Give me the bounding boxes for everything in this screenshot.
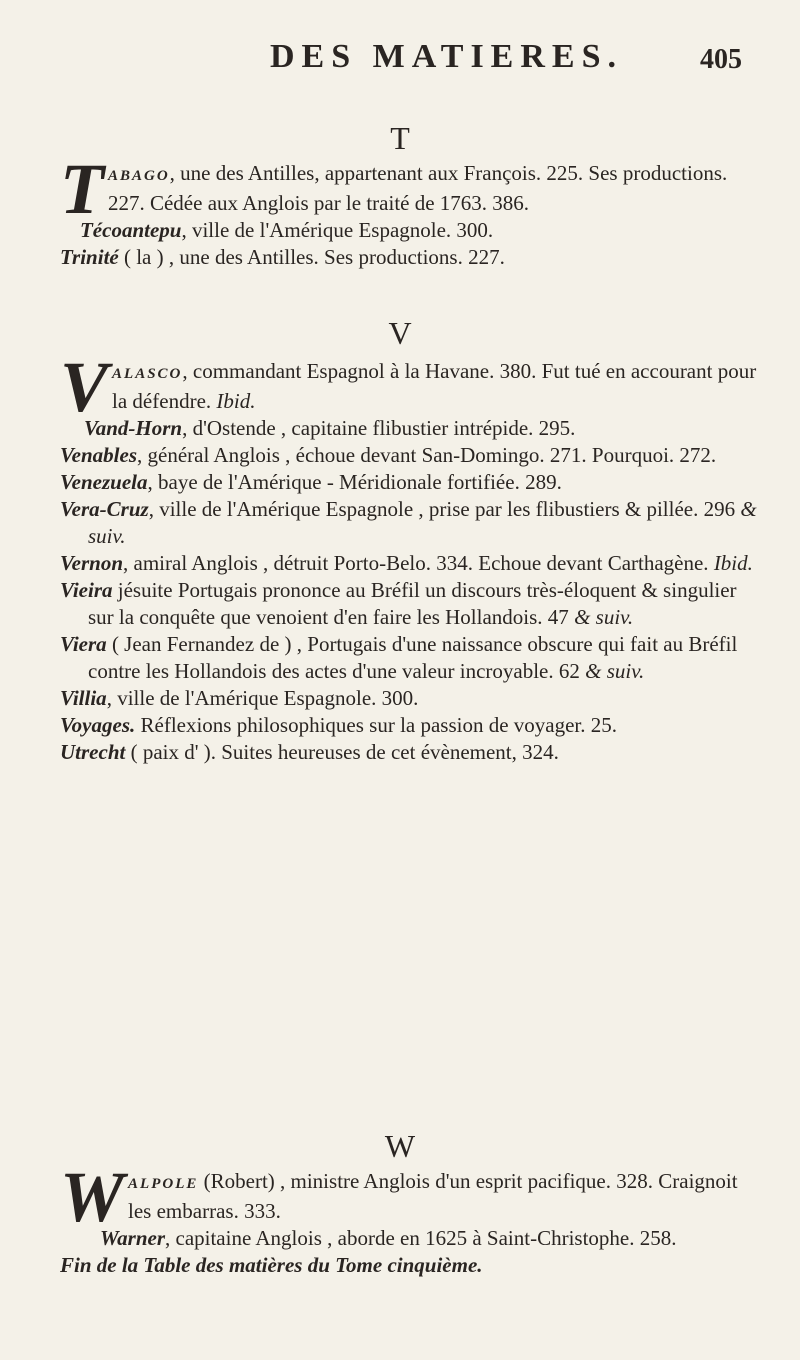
entry-headword: Utrecht: [60, 740, 126, 764]
entry-headword: Warner: [100, 1226, 165, 1250]
header-title: DES MATIERES.: [270, 38, 623, 75]
entry-headword: Vernon: [60, 551, 124, 575]
entry-text: ( paix d' ). Suites heureuses de cet évènement, 324.: [125, 740, 559, 764]
section-v-entries: [60, 347, 760, 766]
entry-text: ( la ) , une des Antilles. Ses productions. 227.: [118, 245, 505, 269]
entry-text: , ville de l'Amérique Espagnole. 300.: [106, 686, 419, 710]
entry-ibid: Ibid.: [713, 551, 753, 575]
entry-text: , capitaine Anglois , aborde en 1625 à Saint-Christophe. 258.: [165, 1226, 677, 1250]
entry-valasco-headword: ALASCO: [112, 366, 183, 382]
entry-suiv: & suiv.: [88, 497, 757, 548]
entry-valasco-ibid: Ibid.: [216, 389, 256, 413]
entry-viera: [60, 631, 760, 685]
entry-text: , général Anglois , échoue devant San-Domingo. 271. Pourquoi. 272.: [137, 443, 717, 467]
entry-valasco-text: , commandant Espagnol à la Havane. 380. Fut tué en accourant pour la défendre.: [112, 359, 757, 413]
section-t-entries: [60, 149, 760, 271]
entry-text: , ville de l'Amérique Espagnole , prise par les flibustiers & pillée. 296: [148, 497, 741, 521]
entry-villia: [60, 685, 760, 712]
entry-headword: Trinité: [60, 245, 119, 269]
entry-text: , amiral Anglois , détruit Porto-Belo. 334. Echoue devant Carthagène.: [123, 551, 714, 575]
entry-headword: Vand-Horn: [84, 416, 183, 440]
entry-voyages: [60, 712, 760, 739]
drop-cap-w: W: [60, 1157, 125, 1237]
section-letter-v: V: [388, 315, 412, 351]
drop-cap-v: V: [60, 347, 109, 427]
entry-venables: [60, 442, 760, 469]
entry-text: jésuite Portugais prononce au Bréfil un discours très-éloquent & singulier sur la conquête que venoient d'en faire les Hollandois. 47: [88, 578, 737, 629]
page-number: 405: [700, 44, 742, 75]
entry-headword: Venezuela: [60, 470, 148, 494]
entry-venezuela: [60, 469, 760, 496]
entry-headword: Voyages.: [60, 713, 136, 737]
entry-tecoantepu: [60, 217, 760, 244]
entry-vernon: [60, 550, 760, 577]
entry-text: , d'Ostende , capitaine flibustier intrépide. 295.: [182, 416, 576, 440]
entry-headword: Vera-Cruz: [60, 497, 149, 521]
entry-warner: [60, 1225, 760, 1252]
entry-vieira: [60, 577, 760, 631]
drop-cap-t: T: [60, 149, 104, 229]
entry-text: ( Jean Fernandez de ) , Portugais d'une naissance obscure qui fait au Bréfil contre les Hollandois des actes d'une valeur incroyable. 62: [88, 632, 738, 683]
entry-veracruz: [60, 496, 760, 550]
entry-headword: Venables: [60, 443, 138, 467]
entry-headword: Técoantepu: [79, 218, 182, 242]
running-header: [0, 26, 800, 86]
section-letter-t: T: [390, 120, 410, 156]
entry-headword: Vieira: [60, 578, 113, 602]
entry-walpole-headword: ALPOLE: [128, 1176, 199, 1192]
entry-valasco: [60, 347, 760, 427]
entry-tabago-text: , une des Antilles, appartenant aux François. 225. Ses productions. 227. Cédée aux Anglois par le traité de 1763. 386.: [107, 161, 728, 215]
entry-walpole-text: (Robert) , ministre Anglois d'un esprit pacifique. 328. Craignoit les embarras. 333.: [128, 1169, 738, 1223]
entry-walpole: [60, 1157, 760, 1237]
entry-text: Réflexions philosophiques sur la passion de voyager. 25.: [135, 713, 618, 737]
entry-utrecht: [60, 739, 760, 766]
entry-vandhorn: [60, 415, 760, 442]
end-of-table-note: Fin de la Table des matières du Tome cinquième.: [60, 1253, 483, 1277]
entry-headword: Viera: [60, 632, 107, 656]
entry-tabago: [60, 149, 760, 229]
entry-trinite: [60, 244, 760, 271]
entry-suiv: & suiv.: [585, 659, 645, 683]
entry-text: , baye de l'Amérique - Méridionale fortifiée. 289.: [147, 470, 562, 494]
entry-text: , ville de l'Amérique Espagnole. 300.: [181, 218, 494, 242]
entry-suiv: & suiv.: [574, 605, 634, 629]
entry-tabago-headword: ABAGO: [107, 168, 170, 184]
section-letter-w: W: [384, 1128, 416, 1164]
entry-headword: Villia: [60, 686, 107, 710]
section-w-entries: [60, 1157, 760, 1279]
